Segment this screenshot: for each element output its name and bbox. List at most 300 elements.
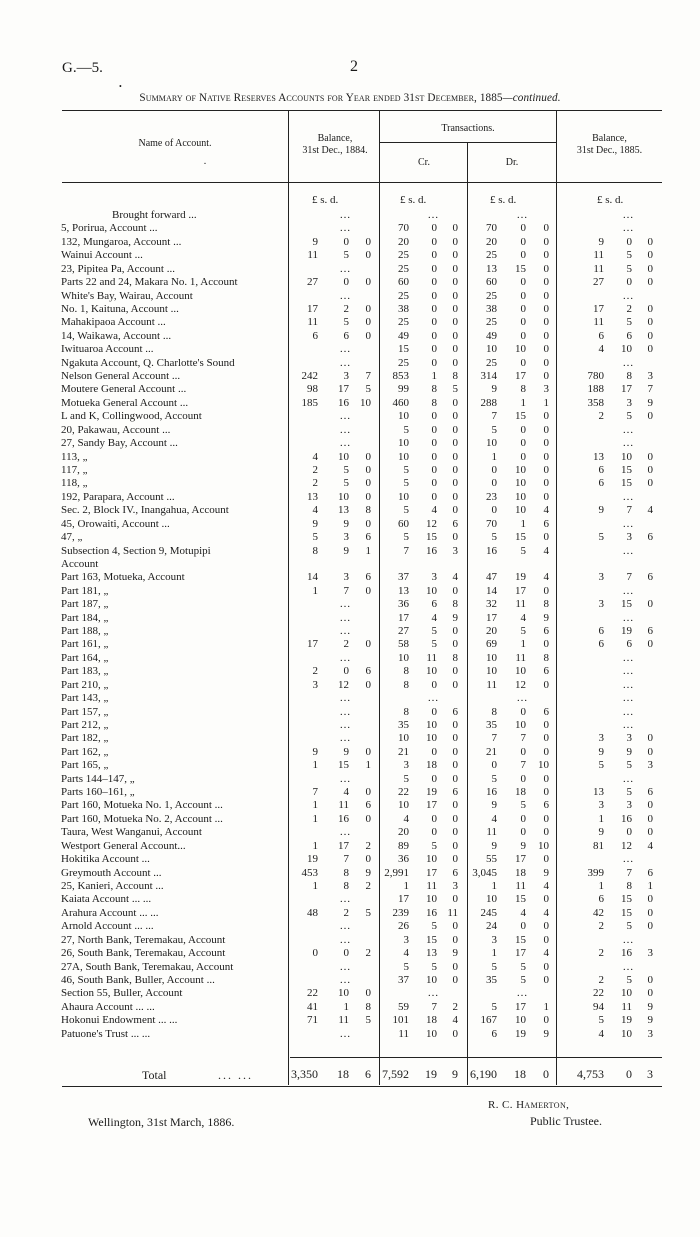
dr-pence: 0 bbox=[543, 812, 549, 825]
b85-pounds: 6 bbox=[598, 477, 604, 490]
account-name: Sec. 2, Block IV., Inangahua, Account bbox=[61, 504, 229, 517]
b85-pounds: 4 bbox=[598, 1027, 604, 1040]
table-row bbox=[0, 692, 700, 705]
table-row bbox=[0, 987, 700, 1000]
b85-shillings: 15 bbox=[621, 893, 632, 906]
b84-pence: 0 bbox=[365, 490, 371, 503]
b85-shillings: 5 bbox=[626, 410, 632, 423]
b85-empty: … bbox=[622, 651, 634, 664]
table-row bbox=[0, 571, 700, 584]
b84-shillings: 3 bbox=[343, 571, 349, 584]
dr-pounds: 47 bbox=[486, 571, 497, 584]
cr-pence: 0 bbox=[452, 410, 458, 423]
b84-pounds: 2 bbox=[312, 665, 318, 678]
dr-pounds: 7 bbox=[491, 732, 497, 745]
cr-pounds: 8 bbox=[403, 705, 409, 718]
b85-pence: 0 bbox=[647, 598, 653, 611]
table-row bbox=[0, 974, 700, 987]
cr-pounds: 36 bbox=[398, 598, 409, 611]
b85-empty: … bbox=[622, 544, 634, 557]
b85-shillings: 3 bbox=[626, 396, 632, 409]
table-row bbox=[0, 504, 700, 517]
table-row bbox=[0, 464, 700, 477]
cr-pence: 0 bbox=[452, 799, 458, 812]
account-name: Ngakuta Account, Q. Charlotte's Sound bbox=[61, 356, 235, 369]
dr-shillings: 15 bbox=[515, 893, 526, 906]
b84-shillings: 7 bbox=[343, 853, 349, 866]
b85-pounds: 17 bbox=[593, 302, 604, 315]
dr-pence: 0 bbox=[543, 276, 549, 289]
account-name: Part 164, „ bbox=[61, 651, 109, 664]
account-name: Part 162, „ bbox=[61, 745, 109, 758]
dr-shillings: 0 bbox=[520, 302, 526, 315]
b85-empty: … bbox=[622, 209, 634, 221]
cr-shillings: 19 bbox=[426, 786, 437, 799]
dr-pence: 4 bbox=[543, 544, 549, 557]
cr-pounds: 37 bbox=[398, 571, 409, 584]
cr-shillings: 0 bbox=[431, 235, 437, 248]
cr-pence: 0 bbox=[452, 329, 458, 342]
cr-pounds: 13 bbox=[398, 584, 409, 597]
dr-empty: … bbox=[516, 692, 528, 705]
b84-shillings: 8 bbox=[343, 880, 349, 892]
cr-shillings: 5 bbox=[431, 839, 437, 852]
table-row bbox=[0, 880, 700, 893]
dr-pounds: 10 bbox=[486, 437, 497, 450]
b84-pounds: 185 bbox=[301, 396, 318, 409]
b85-shillings: 7 bbox=[626, 866, 632, 879]
cr-pounds: 1 bbox=[403, 880, 409, 892]
b84-pence: 5 bbox=[365, 1014, 371, 1027]
cr-shillings: 4 bbox=[431, 504, 437, 517]
cr-pounds: 5 bbox=[403, 531, 409, 544]
b85-pence: 0 bbox=[647, 893, 653, 906]
b85-shillings: 9 bbox=[626, 745, 632, 758]
dr-pounds: 5 bbox=[491, 960, 497, 973]
b85-shillings: 0 bbox=[626, 826, 632, 839]
table-row bbox=[0, 1014, 700, 1027]
b84-pounds: 41 bbox=[307, 1000, 318, 1013]
cr-pence: 0 bbox=[452, 396, 458, 409]
b85-shillings: 6 bbox=[626, 638, 632, 651]
cr-pence: 8 bbox=[452, 370, 458, 383]
dr-shillings: 1 bbox=[520, 638, 526, 651]
b85-pounds: 13 bbox=[593, 450, 604, 463]
b84-pence: 0 bbox=[365, 302, 371, 315]
dr-pounds: 3,045 bbox=[472, 866, 497, 879]
dr-shillings: 0 bbox=[520, 920, 526, 933]
cr-pounds: 8 bbox=[403, 665, 409, 678]
table-bottom-rule bbox=[62, 1086, 662, 1087]
b84-pence: 0 bbox=[365, 638, 371, 651]
b84-pence: 6 bbox=[365, 571, 371, 584]
table-row bbox=[0, 477, 700, 490]
b84-shillings: 6 bbox=[343, 329, 349, 342]
cr-shillings: 17 bbox=[426, 799, 437, 812]
cr-pence: 6 bbox=[452, 705, 458, 718]
cr-shillings: 8 bbox=[431, 383, 437, 396]
b84-pence: 0 bbox=[365, 987, 371, 1000]
dr-shillings: 4 bbox=[520, 906, 526, 919]
dr-pounds: 6,190 bbox=[470, 1067, 497, 1081]
dr-shillings: 5 bbox=[520, 960, 526, 973]
b84-empty: … bbox=[339, 611, 351, 624]
cr-pounds: 5 bbox=[403, 960, 409, 973]
b84-pence: 0 bbox=[365, 463, 371, 476]
dr-shillings: 10 bbox=[515, 490, 526, 503]
account-name: 46, South Bank, Buller, Account ... bbox=[61, 973, 215, 986]
dr-pounds: 25 bbox=[486, 356, 497, 369]
b85-empty: … bbox=[622, 718, 634, 731]
cr-shillings: 0 bbox=[431, 450, 437, 463]
table-row bbox=[0, 343, 700, 356]
b85-pence: 0 bbox=[647, 262, 653, 275]
col-head-dot: . bbox=[203, 156, 207, 167]
cr-shillings: 10 bbox=[426, 893, 437, 906]
cr-pence: 0 bbox=[452, 745, 458, 758]
b85-pence: 0 bbox=[647, 235, 653, 248]
dr-pence: 0 bbox=[543, 531, 549, 544]
cr-pence: 0 bbox=[452, 625, 458, 638]
b85-pounds: 5 bbox=[598, 531, 604, 544]
b84-shillings: 3 bbox=[343, 531, 349, 544]
cr-shillings: 10 bbox=[426, 665, 437, 678]
b85-pence: 0 bbox=[647, 745, 653, 758]
total-row bbox=[0, 1068, 700, 1081]
dr-pounds: 1 bbox=[491, 880, 497, 892]
cr-pounds: 49 bbox=[398, 329, 409, 342]
b84-shillings: 0 bbox=[343, 276, 349, 289]
cr-pounds: 25 bbox=[398, 262, 409, 275]
b85-pounds: 9 bbox=[598, 826, 604, 839]
table-row bbox=[0, 1028, 700, 1041]
cr-shillings: 0 bbox=[431, 463, 437, 476]
b85-pence: 0 bbox=[647, 920, 653, 933]
b84-pence: 10 bbox=[360, 396, 371, 409]
b84-pounds: 2 bbox=[312, 477, 318, 490]
dr-pounds: 8 bbox=[491, 705, 497, 718]
dr-pounds: 38 bbox=[486, 302, 497, 315]
dr-shillings: 0 bbox=[520, 745, 526, 758]
b84-empty: … bbox=[339, 262, 351, 275]
cr-pounds: 8 bbox=[403, 678, 409, 691]
dr-pence: 8 bbox=[543, 598, 549, 611]
b85-pounds: 11 bbox=[593, 262, 604, 275]
account-name: 25, Kanieri, Account ... bbox=[61, 880, 164, 892]
dr-shillings: 17 bbox=[515, 584, 526, 597]
table-row bbox=[0, 290, 700, 303]
account-name: Part 160, Motueka No. 1, Account ... bbox=[61, 799, 223, 812]
b84-shillings: 5 bbox=[343, 316, 349, 329]
cr-pounds: 27 bbox=[398, 625, 409, 638]
currency-dr: £ s. d. bbox=[490, 194, 517, 206]
dr-pence: 0 bbox=[543, 745, 549, 758]
b84-pounds: 3 bbox=[312, 678, 318, 691]
dr-pounds: 25 bbox=[486, 249, 497, 262]
table-top-rule bbox=[62, 110, 662, 111]
dr-shillings: 17 bbox=[515, 947, 526, 960]
b85-pence: 4 bbox=[647, 839, 653, 852]
b84-pence: 1 bbox=[365, 759, 371, 772]
b84-empty: … bbox=[339, 705, 351, 718]
dr-pence: 0 bbox=[543, 410, 549, 423]
dr-pounds: 13 bbox=[486, 262, 497, 275]
b85-empty: … bbox=[622, 611, 634, 624]
dr-pounds: 25 bbox=[486, 316, 497, 329]
cr-pence: 2 bbox=[452, 1000, 458, 1013]
cr-pence: 5 bbox=[452, 383, 458, 396]
cr-pounds: 20 bbox=[398, 826, 409, 839]
account-name: Part 161, „ bbox=[61, 638, 109, 651]
cr-empty: … bbox=[427, 209, 439, 221]
account-name: Part 183, „ bbox=[61, 665, 109, 678]
b84-pounds: 17 bbox=[307, 638, 318, 651]
cr-shillings: 0 bbox=[431, 343, 437, 356]
dr-pence: 0 bbox=[543, 1067, 549, 1081]
account-name: Moutere General Account ... bbox=[61, 383, 187, 396]
dr-pounds: 24 bbox=[486, 920, 497, 933]
b85-pounds: 9 bbox=[598, 235, 604, 248]
dr-pence: 0 bbox=[543, 826, 549, 839]
dr-shillings: 10 bbox=[515, 343, 526, 356]
b84-pounds: 1 bbox=[312, 799, 318, 812]
dr-shillings: 10 bbox=[515, 477, 526, 490]
cr-pounds: 5 bbox=[403, 504, 409, 517]
b84-shillings: 11 bbox=[338, 799, 349, 812]
b84-pence: 6 bbox=[365, 531, 371, 544]
table-row bbox=[0, 518, 700, 531]
b85-pence: 0 bbox=[647, 973, 653, 986]
b85-pounds: 9 bbox=[598, 504, 604, 517]
dr-pence: 0 bbox=[543, 732, 549, 745]
b84-pence: 0 bbox=[365, 276, 371, 289]
dr-shillings: 0 bbox=[520, 316, 526, 329]
account-name: Iwituaroa Account ... bbox=[61, 343, 154, 356]
b85-shillings: 16 bbox=[621, 812, 632, 825]
dr-pounds: 32 bbox=[486, 598, 497, 611]
dr-pence: 0 bbox=[543, 343, 549, 356]
dr-pounds: 55 bbox=[486, 853, 497, 866]
dr-pounds: 17 bbox=[486, 611, 497, 624]
b84-pence: 5 bbox=[365, 383, 371, 396]
account-name: Part 165, „ bbox=[61, 759, 109, 772]
dr-pence: 0 bbox=[543, 235, 549, 248]
b85-empty: … bbox=[622, 222, 634, 235]
cr-pence: 0 bbox=[452, 343, 458, 356]
dr-pounds: 288 bbox=[480, 396, 497, 409]
cr-pounds: 26 bbox=[398, 920, 409, 933]
dr-pounds: 3 bbox=[491, 933, 497, 946]
b85-pounds: 3 bbox=[598, 799, 604, 812]
table-row bbox=[0, 598, 700, 611]
account-name: Kaiata Account ... ... bbox=[61, 893, 152, 906]
b84-pounds: 8 bbox=[312, 544, 318, 557]
dr-shillings: 5 bbox=[520, 973, 526, 986]
dr-pounds: 1 bbox=[491, 450, 497, 463]
cr-pence: 0 bbox=[452, 222, 458, 235]
cr-pence: 4 bbox=[452, 571, 458, 584]
table-row bbox=[0, 947, 700, 960]
cr-shillings: 0 bbox=[431, 276, 437, 289]
b85-pounds: 2 bbox=[598, 973, 604, 986]
table-row bbox=[0, 961, 700, 974]
cr-pounds: 60 bbox=[398, 276, 409, 289]
cr-shillings: 0 bbox=[431, 249, 437, 262]
cr-shillings: 18 bbox=[426, 1014, 437, 1027]
b84-pounds: 17 bbox=[307, 302, 318, 315]
account-name: Part 163, Motueka, Account bbox=[61, 571, 185, 584]
table-row bbox=[0, 786, 700, 799]
dr-pounds: 1 bbox=[491, 947, 497, 960]
table-row bbox=[0, 558, 700, 571]
dr-pence: 9 bbox=[543, 1027, 549, 1040]
cr-pounds: 36 bbox=[398, 853, 409, 866]
dr-pence: 0 bbox=[543, 638, 549, 651]
b85-pence: 3 bbox=[647, 1067, 653, 1081]
b84-shillings: 0 bbox=[343, 665, 349, 678]
cr-shillings: 15 bbox=[426, 933, 437, 946]
dr-pounds: 35 bbox=[486, 973, 497, 986]
dr-pence: 0 bbox=[543, 584, 549, 597]
cr-pence: 0 bbox=[452, 638, 458, 651]
dr-pence: 6 bbox=[543, 517, 549, 530]
b85-empty: … bbox=[622, 665, 634, 678]
b84-shillings: 4 bbox=[343, 786, 349, 799]
b85-pence: 3 bbox=[647, 1027, 653, 1040]
dr-pence: 0 bbox=[543, 356, 549, 369]
b85-pounds: 1 bbox=[598, 880, 604, 892]
b85-pence: 0 bbox=[647, 316, 653, 329]
account-name: Hokonui Endowment ... ... bbox=[61, 1014, 178, 1027]
b85-pence: 7 bbox=[647, 383, 653, 396]
dr-pence: 0 bbox=[543, 893, 549, 906]
b84-empty: … bbox=[339, 289, 351, 302]
b84-pence: 5 bbox=[365, 906, 371, 919]
dr-pence: 0 bbox=[543, 786, 549, 799]
b85-shillings: 8 bbox=[626, 880, 632, 892]
account-name: Part 212, „ bbox=[61, 718, 109, 731]
b85-pence: 0 bbox=[647, 638, 653, 651]
cr-shillings: 5 bbox=[431, 920, 437, 933]
b84-shillings: 11 bbox=[338, 1014, 349, 1027]
b84-pounds: 27 bbox=[307, 276, 318, 289]
dr-shillings: 12 bbox=[515, 678, 526, 691]
cr-pounds: 2,991 bbox=[384, 866, 409, 879]
b85-shillings: 5 bbox=[626, 786, 632, 799]
b85-empty: … bbox=[622, 517, 634, 530]
account-name: 192, Parapara, Account ... bbox=[61, 490, 175, 503]
dr-pounds: 0 bbox=[491, 477, 497, 490]
dr-shillings: 10 bbox=[515, 463, 526, 476]
b85-pence: 0 bbox=[647, 906, 653, 919]
table-row bbox=[0, 236, 700, 249]
b84-pounds: 14 bbox=[307, 571, 318, 584]
cr-pence: 0 bbox=[452, 893, 458, 906]
b84-shillings: 2 bbox=[343, 638, 349, 651]
cr-pence: 8 bbox=[452, 651, 458, 664]
cr-pounds: 4 bbox=[403, 947, 409, 960]
cr-pounds: 59 bbox=[398, 1000, 409, 1013]
b85-empty: … bbox=[622, 692, 634, 705]
b85-shillings: 5 bbox=[626, 262, 632, 275]
b85-pounds: 42 bbox=[593, 906, 604, 919]
place-date: Wellington, 31st March, 1886. bbox=[88, 1115, 235, 1129]
cr-pence: 0 bbox=[452, 531, 458, 544]
b84-pence: 6 bbox=[365, 799, 371, 812]
b85-shillings: 15 bbox=[621, 463, 632, 476]
b85-pence: 3 bbox=[647, 759, 653, 772]
account-name: Parts 160–161, „ bbox=[61, 786, 135, 799]
dr-pence: 0 bbox=[543, 222, 549, 235]
dr-pence: 0 bbox=[543, 423, 549, 436]
b85-shillings: 5 bbox=[626, 973, 632, 986]
b85-shillings: 10 bbox=[621, 987, 632, 1000]
b85-pounds: 9 bbox=[598, 745, 604, 758]
cr-shillings: 12 bbox=[426, 517, 437, 530]
cr-shillings: 0 bbox=[431, 262, 437, 275]
b85-shillings: 10 bbox=[621, 343, 632, 356]
account-name: 27A, South Bank, Teremakau, Account bbox=[61, 960, 234, 973]
b85-shillings: 5 bbox=[626, 316, 632, 329]
cr-pounds: 70 bbox=[398, 222, 409, 235]
header-bottom-rule bbox=[62, 182, 662, 183]
cr-pence: 0 bbox=[452, 463, 458, 476]
cr-pounds: 3 bbox=[403, 933, 409, 946]
b84-shillings: 2 bbox=[343, 906, 349, 919]
cr-shillings: 0 bbox=[431, 329, 437, 342]
table-row bbox=[0, 813, 700, 826]
cr-pence: 0 bbox=[452, 289, 458, 302]
cr-shillings: 0 bbox=[431, 437, 437, 450]
dr-shillings: 0 bbox=[520, 222, 526, 235]
dr-pence: 8 bbox=[543, 651, 549, 664]
cr-pounds: 25 bbox=[398, 316, 409, 329]
dr-pence: 6 bbox=[543, 705, 549, 718]
b84-pence: 0 bbox=[365, 249, 371, 262]
b85-pence: 0 bbox=[647, 826, 653, 839]
account-name: Mahakipaoa Account ... bbox=[61, 316, 166, 329]
dr-pounds: 14 bbox=[486, 584, 497, 597]
dr-pence: 0 bbox=[543, 920, 549, 933]
cr-pence: 0 bbox=[452, 665, 458, 678]
account-name: 27, Sandy Bay, Account ... bbox=[61, 437, 178, 450]
b85-shillings: 12 bbox=[621, 839, 632, 852]
cr-pence: 0 bbox=[452, 423, 458, 436]
cr-shillings: 10 bbox=[426, 1027, 437, 1040]
b84-shillings: 17 bbox=[338, 839, 349, 852]
dr-pounds: 23 bbox=[486, 490, 497, 503]
cr-pence: 0 bbox=[452, 504, 458, 517]
b85-empty: … bbox=[622, 678, 634, 691]
b85-pounds: 11 bbox=[593, 316, 604, 329]
dr-shillings: 0 bbox=[520, 450, 526, 463]
b84-pounds: 11 bbox=[307, 249, 318, 262]
table-row bbox=[0, 531, 700, 544]
dr-pence: 0 bbox=[543, 450, 549, 463]
b84-pounds: 9 bbox=[312, 745, 318, 758]
b85-pounds: 27 bbox=[593, 276, 604, 289]
table-row bbox=[0, 759, 700, 772]
account-name: Part 210, „ bbox=[61, 678, 109, 691]
dr-pounds: 21 bbox=[486, 745, 497, 758]
b85-pence: 4 bbox=[647, 504, 653, 517]
cr-shillings: 0 bbox=[431, 316, 437, 329]
b85-shillings: 7 bbox=[626, 504, 632, 517]
cr-pounds: 10 bbox=[398, 651, 409, 664]
b85-pounds: 4,753 bbox=[577, 1067, 604, 1081]
b84-pence: 6 bbox=[365, 1067, 371, 1081]
b85-shillings: 19 bbox=[621, 1014, 632, 1027]
